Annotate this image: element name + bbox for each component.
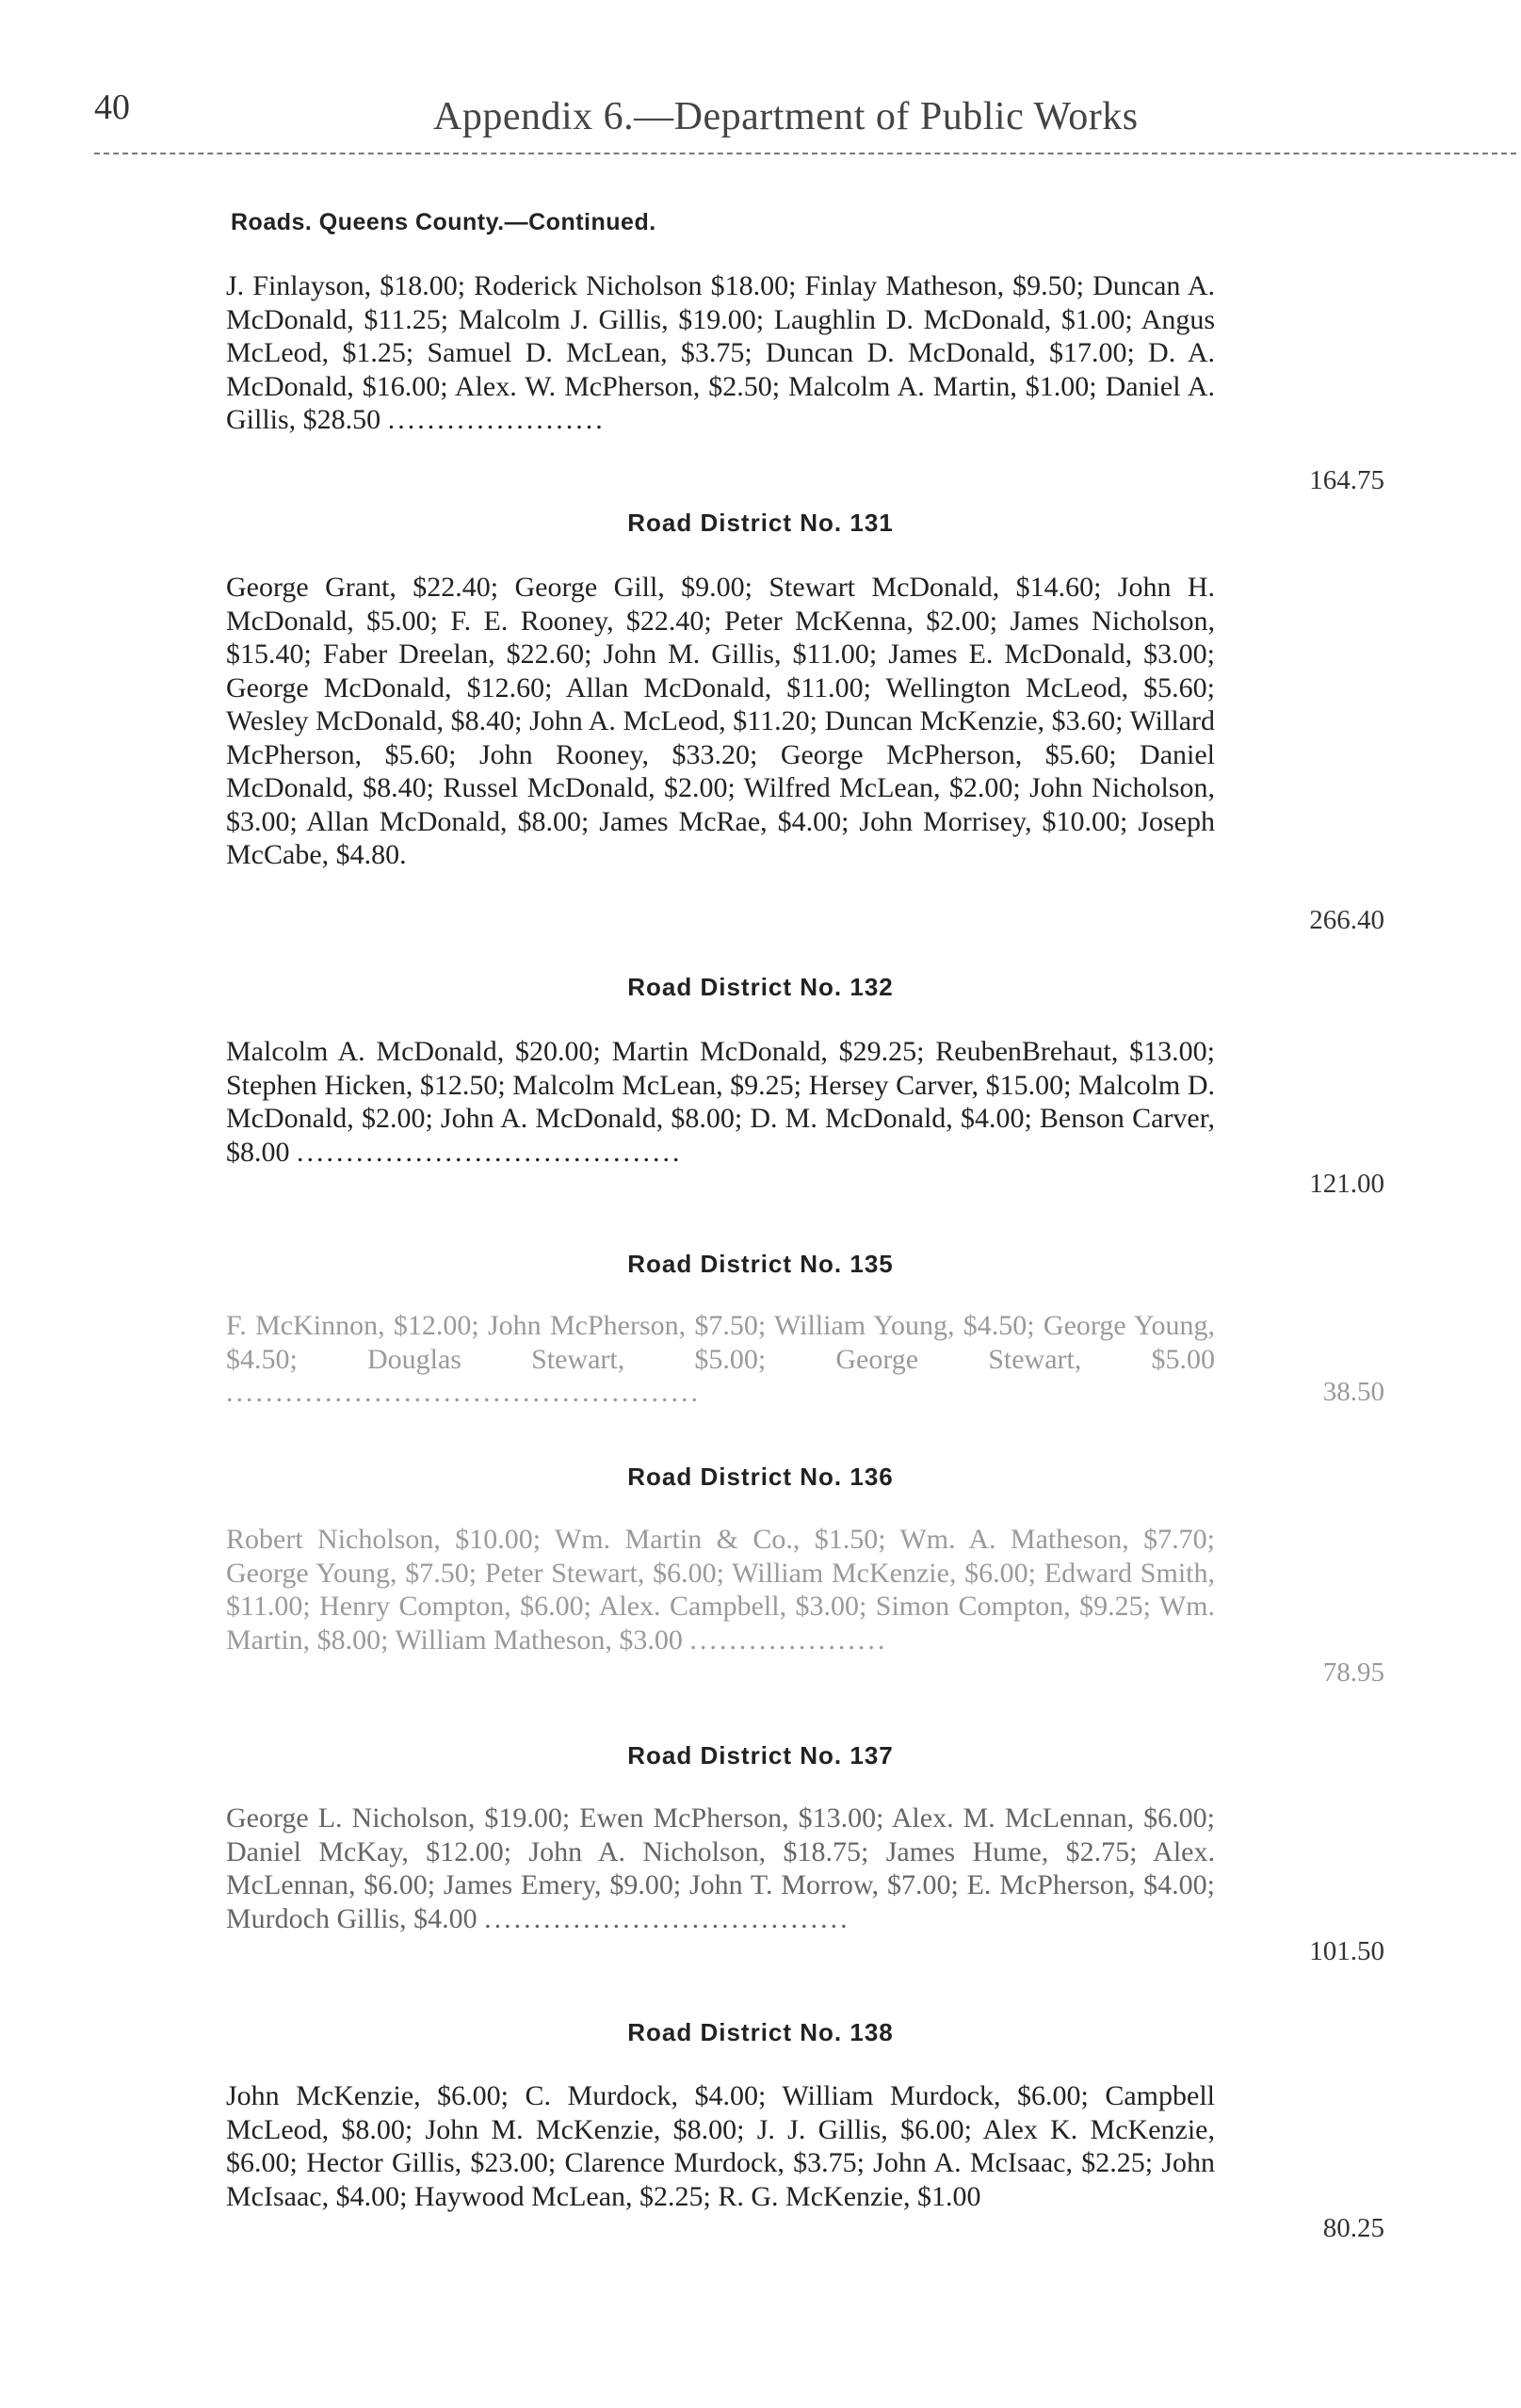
- entry-total: 266.40: [1309, 905, 1384, 935]
- entry-total: 78.95: [1322, 1657, 1384, 1688]
- entry-total: 80.25: [1322, 2213, 1384, 2243]
- page-header: [94, 87, 1521, 162]
- entry-total: 164.75: [1309, 465, 1384, 495]
- entry-total: 101.50: [1309, 1936, 1384, 1966]
- page-number: 40: [94, 88, 130, 127]
- entry-district-132: [226, 1035, 1215, 1169]
- district-heading-132: Road District No. 132: [627, 973, 894, 1001]
- running-title: Appendix 6.—Department of Public Works: [433, 95, 1139, 138]
- entry-text: J. Finlayson, $18.00; Roderick Nicholson $18.00; Finlay Matheson, $9.50; Duncan A. McDonald, $11.25; Malcolm J. Gillis, $19.00; Laughlin D. McDonald, $1.00; Angus McLeod, $1.25; Samuel D. McLean, $3.75; Duncan D. McDonald, $17.00; D. A. McDonald, $16.00; Alex. W. McPherson, $2.50; Malcolm A. Martin, $1.00; Daniel A. Gillis, $28.50: [226, 270, 1215, 435]
- district-heading-131: Road District No. 131: [627, 509, 894, 537]
- leader-dots: ....................: [689, 1624, 888, 1656]
- district-heading-136: Road District No. 136: [627, 1463, 894, 1491]
- entry-text: Robert Nicholson, $10.00; Wm. Martin & Co., $1.50; Wm. A. Matheson, $7.70; George Young, $7.50; Peter Stewart, $6.00; William McKenzie, $6.00; Edward Smith, $11.00; Henry Compton, $6.00; Alex. Campbell, $3.00; Simon Compton, $9.25; Wm. Martin, $8.00; William Matheson, $3.00: [226, 1524, 1215, 1656]
- entry-total: 121.00: [1309, 1169, 1384, 1199]
- entry-district-136: [226, 1523, 1215, 1657]
- entry-district-138: [226, 2079, 1215, 2213]
- entry-text: George Grant, $22.40; George Gill, $9.00; Stewart McDonald, $14.60; John H. McDonald, $5.00; F. E. Rooney, $22.40; Peter McKenna, $2.00; James Nicholson, $15.40; Faber Dreelan, $22.60; John M. Gillis, $11.00; James E. McDonald, $3.00; George McDonald, $12.60; Allan McDonald, $11.00; Wellington McLeod, $5.60; Wesley McDonald, $8.40; John A. McLeod, $11.20; Duncan McKenzie, $3.60; Willard McPherson, $5.60; John Rooney, $33.20; George McPherson, $5.60; Daniel McDonald, $8.40; Russel McDonald, $2.00; Wilfred McLean, $2.00; John Nicholson, $3.00; Allan McDonald, $8.00; James McRae, $4.00; John Morrisey, $10.00; Joseph McCabe, $4.80.: [226, 572, 1215, 870]
- leader-dots: .....................................: [484, 1902, 850, 1934]
- district-heading-137: Road District No. 137: [627, 1741, 894, 1770]
- leader-dots: ......................: [387, 404, 606, 435]
- header-rule: [94, 153, 1516, 154]
- district-heading-135: Road District No. 135: [627, 1250, 894, 1278]
- section-title: Roads. Queens County.—Continued.: [231, 209, 656, 235]
- leader-dots: ................................................: [226, 1377, 701, 1408]
- entry-text: George L. Nicholson, $19.00; Ewen McPherson, $13.00; Alex. M. McLennan, $6.00; Daniel McKay, $12.00; John A. Nicholson, $18.75; James Hume, $2.75; Alex. McLennan, $6.00; James Emery, $9.00; John T. Morrow, $7.00; E. McPherson, $4.00; Murdoch Gillis, $4.00: [226, 1802, 1215, 1934]
- entry-total: 38.50: [1322, 1377, 1384, 1407]
- entry-text: F. McKinnon, $12.00; John McPherson, $7.50; William Young, $4.50; George Young, $4.50; Douglas Stewart, $5.00; George Stewart, $5.00: [226, 1310, 1215, 1375]
- entry-district-131: [226, 571, 1215, 872]
- entry-district-135: [226, 1309, 1215, 1410]
- district-heading-138: Road District No. 138: [627, 2018, 894, 2046]
- entry-district-137: [226, 1802, 1215, 1935]
- entry-text: Malcolm A. McDonald, $20.00; Martin McDonald, $29.25; ReubenBrehaut, $13.00; Stephen Hicken, $12.50; Malcolm McLean, $9.25; Hersey Carver, $15.00; Malcolm D. McDonald, $2.00; John A. McDonald, $8.00; D. M. McDonald, $4.00; Benson Carver, $8.00: [226, 1036, 1215, 1168]
- entry-continued: [226, 269, 1215, 437]
- leader-dots: .......................................: [297, 1136, 683, 1168]
- entry-text: John McKenzie, $6.00; C. Murdock, $4.00; William Murdock, $6.00; Campbell McLeod, $8.00; John M. McKenzie, $8.00; J. J. Gillis, $6.00; Alex K. McKenzie, $6.00; Hector Gillis, $23.00; Clarence Murdock, $3.75; John A. McIsaac, $2.25; John McIsaac, $4.00; Haywood McLean, $2.25; R. G. McKenzie, $1.00: [226, 2080, 1215, 2212]
